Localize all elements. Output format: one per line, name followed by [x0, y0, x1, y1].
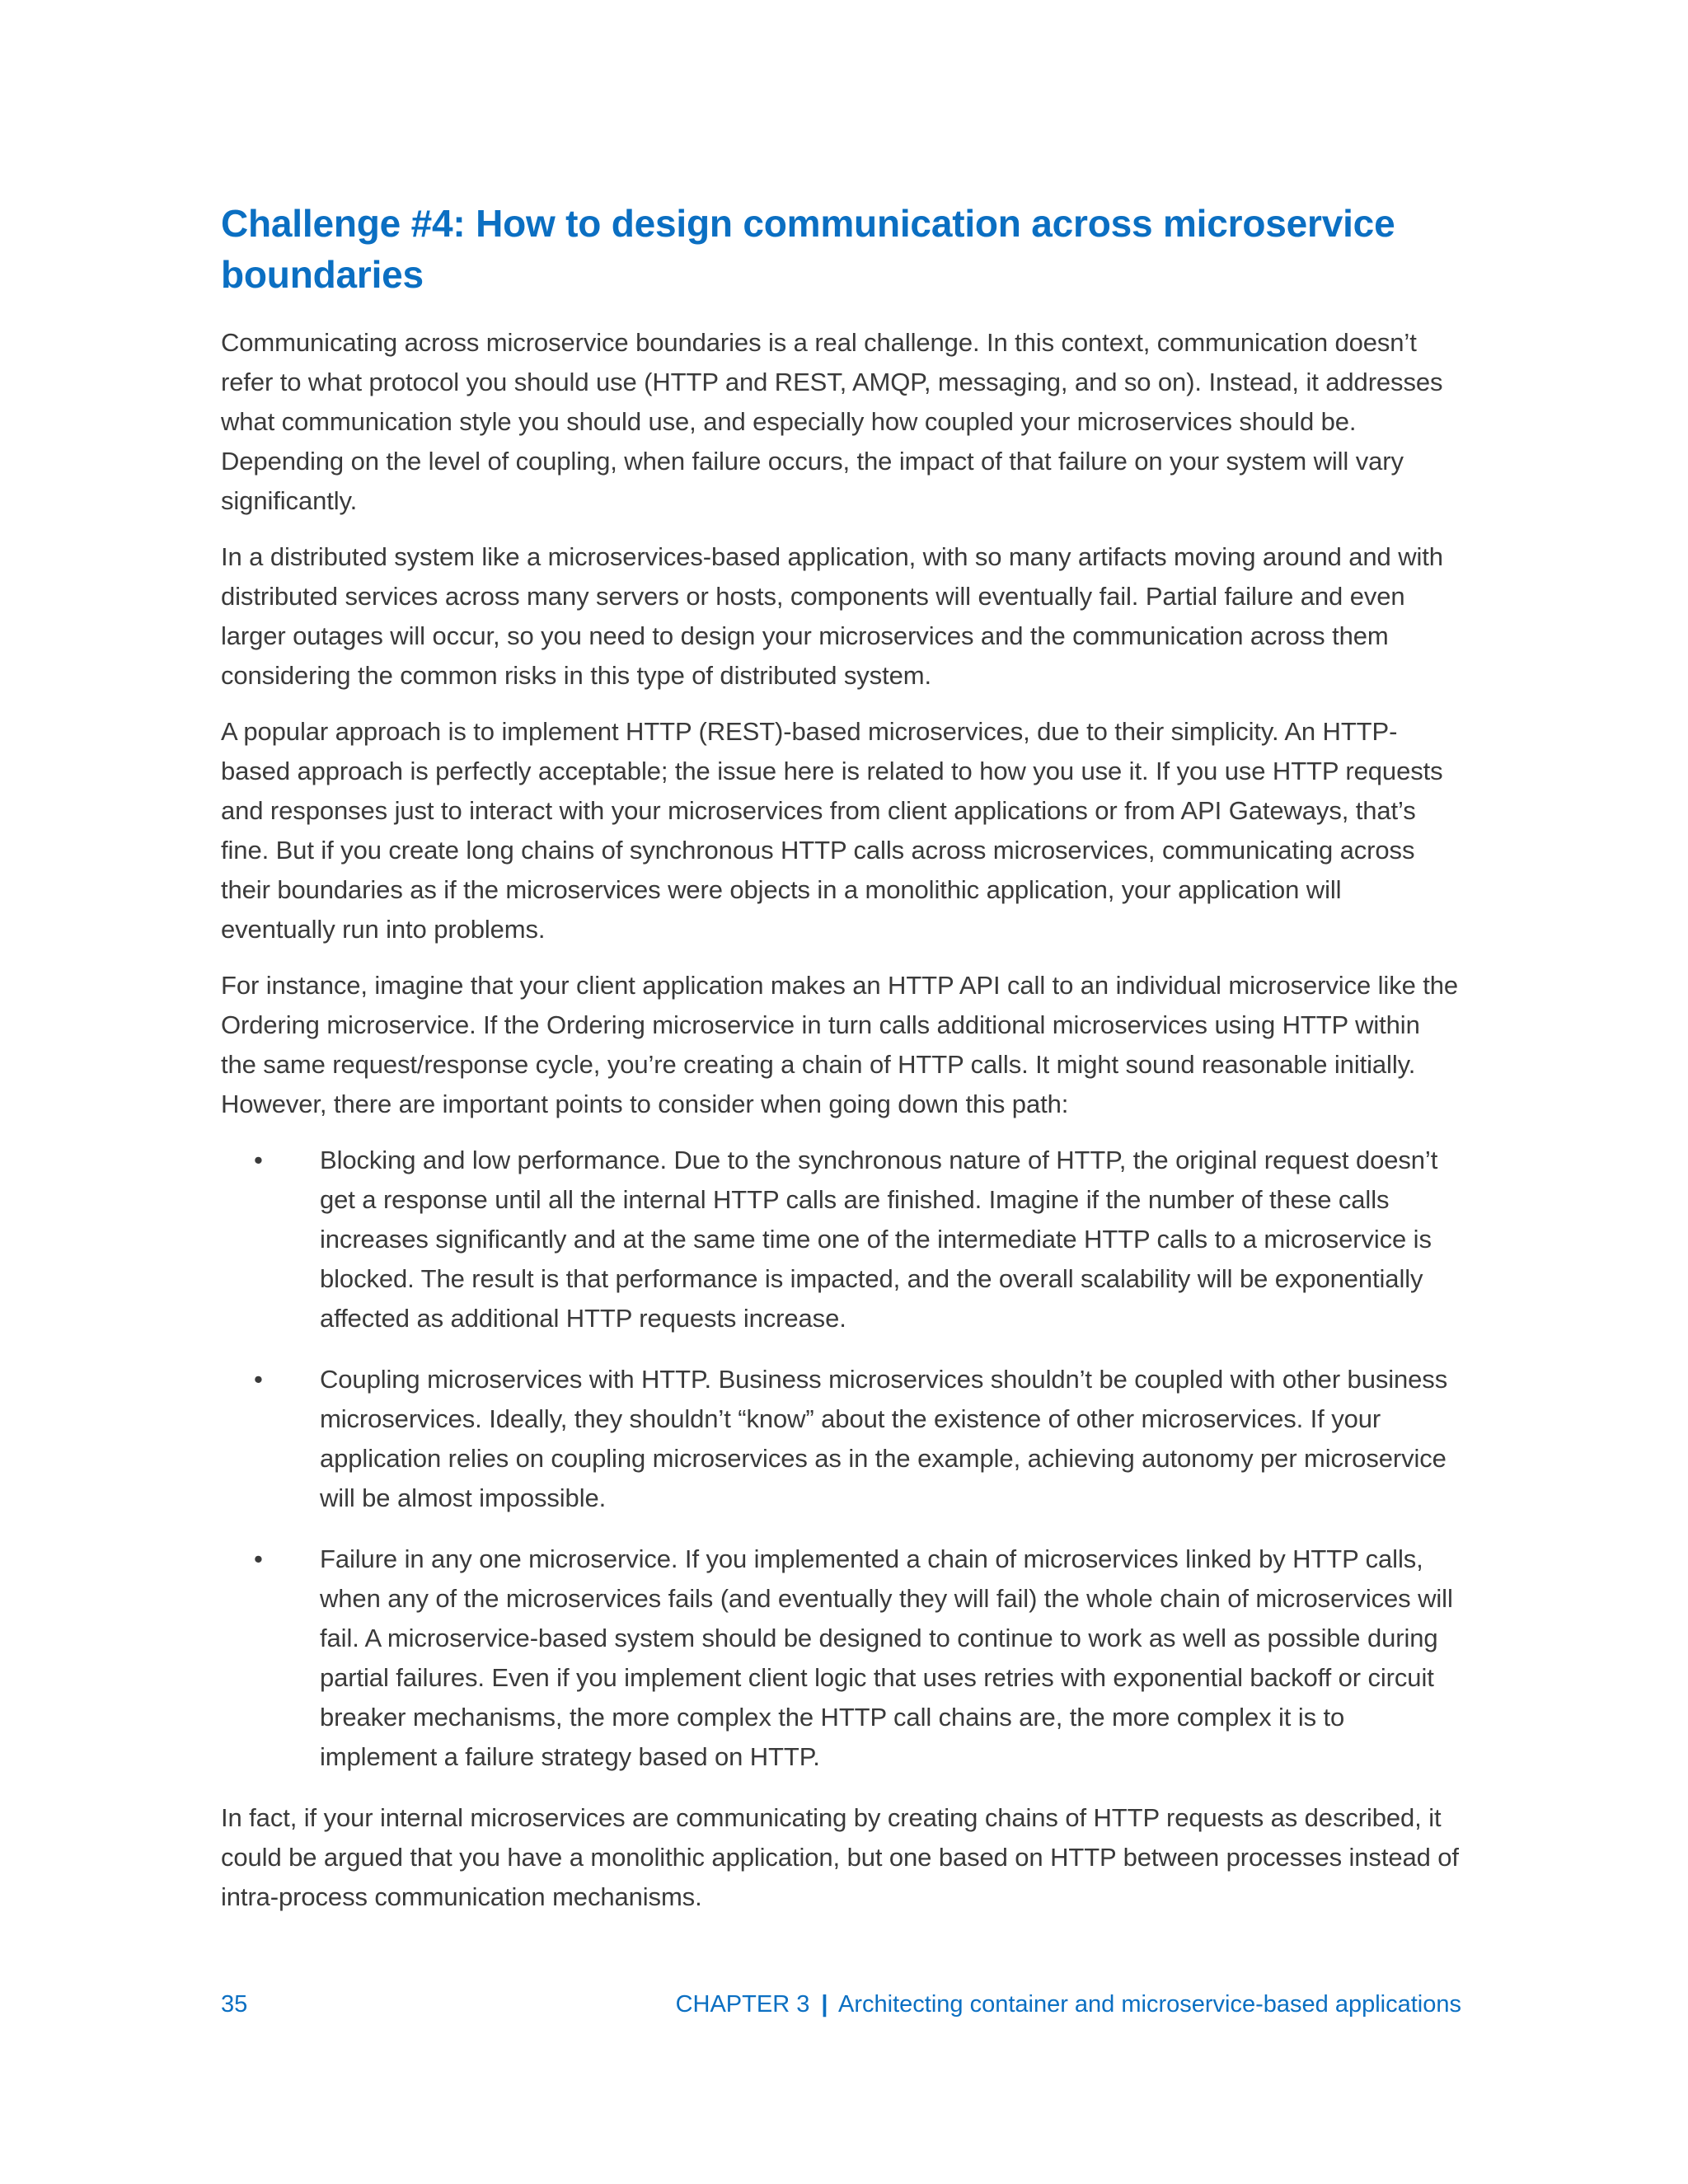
list-item — [221, 1141, 1461, 1338]
footer-separator: | — [821, 1991, 828, 2018]
considerations-list — [221, 1141, 1461, 1777]
list-item-text: Coupling microservices with HTTP. Business microservices shouldn’t be coupled with other business microservices. Ideally, they shouldn’t “know” about the existence of other microservices. If your application relies on coupling microservices as in the example, achieving autonomy per microservice will be almost impossible. — [320, 1365, 1448, 1512]
list-item — [221, 1360, 1461, 1518]
paragraph-distributed-system: In a distributed system like a microservices-based application, with so many artifacts moving around and with distributed services across many servers or hosts, components will eventually fail. Partial failure and even larger outages will occur, so you need to design your microservices and the communication across them considering the common risks in this type of distributed system. — [221, 542, 1443, 690]
chapter-label: CHAPTER 3 — [675, 1991, 810, 2018]
list-item — [221, 1540, 1461, 1777]
page-number: 35 — [221, 1991, 248, 2018]
chapter-reference — [676, 1986, 1461, 2022]
paragraph-http-approach: A popular approach is to implement HTTP (REST)-based microservices, due to their simplicity. An HTTP-based approach is perfectly acceptable; the issue here is related to how you use it. If you use HTTP requests and responses just to interact with your microservices from client applications or from API Gateways, that’s fine. But if you create long chains of synchronous HTTP calls across microservices, communicating across their boundaries as if the microservices were objects in a monolithic application, your application will eventually run into problems. — [221, 717, 1443, 944]
bullet-icon: • — [254, 1146, 263, 1174]
chapter-title: Architecting container and microservice-based applications — [838, 1991, 1461, 2018]
list-item-text: Blocking and low performance. Due to the synchronous nature of HTTP, the original request doesn’t get a response until all the internal HTTP calls are finished. Imagine if the number of these calls increases significantly and at the same time one of the intermediate HTTP calls to a microservice is blocked. The result is that performance is impacted, and the overall scalability will be exponentially affected as additional HTTP requests increase. — [320, 1146, 1438, 1333]
paragraph-ordering-example: For instance, imagine that your client application makes an HTTP API call to an individual microservice like the Ordering microservice. If the Ordering microservice in turn calls additional microservices using HTTP within the same request/response cycle, you’re creating a chain of HTTP calls. It might sound reasonable initially. However, there are important points to consider when going down this path: — [221, 971, 1459, 1118]
section-heading: Challenge #4: How to design communication across microservice boundaries — [221, 202, 1395, 296]
bullet-icon: • — [254, 1544, 263, 1573]
bullet-icon: • — [254, 1365, 263, 1394]
page-footer — [221, 1986, 1461, 2022]
list-item-text: Failure in any one microservice. If you implemented a chain of microservices linked by HTTP calls, when any of the microservices fails (and eventually they will fail) the whole chain of microservices will fail. A microservice-based system should be designed to continue to work as well as possible during partial failures. Even if you implement client logic that uses retries with exponential backoff or circuit breaker mechanisms, the more complex the HTTP call chains are, the more complex it is to implement a failure strategy based on HTTP. — [320, 1544, 1453, 1771]
page-content — [221, 198, 1461, 1933]
paragraph-conclusion: In fact, if your internal microservices are communicating by creating chains of HTTP requests as described, it could be argued that you have a monolithic application, but one based on HTTP between processes instead of intra-process communication mechanisms. — [221, 1803, 1459, 1911]
paragraph-communication-challenge: Communicating across microservice boundaries is a real challenge. In this context, communication doesn’t refer to what protocol you should use (HTTP and REST, AMQP, messaging, and so on). Instead, it addresses what communication style you should use, and especially how coupled your microservices should be. Depending on the level of coupling, when failure occurs, the impact of that failure on your system will vary significantly. — [221, 328, 1443, 515]
